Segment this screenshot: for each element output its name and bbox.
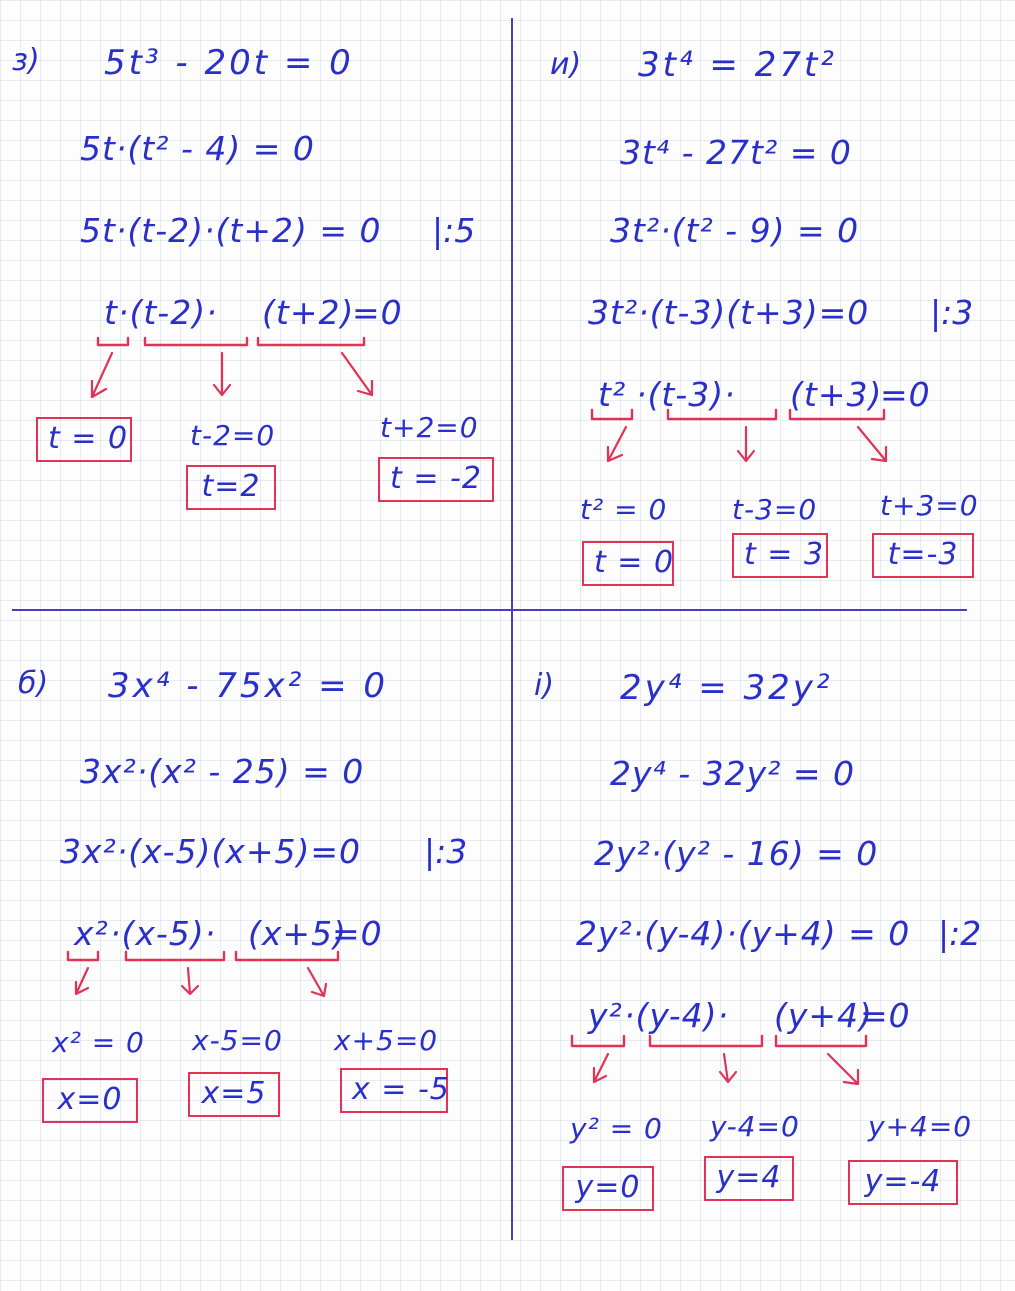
brace-1: [98, 338, 128, 345]
arrow-2: [720, 1054, 736, 1082]
problem-label: з): [12, 43, 40, 78]
factor-1: y²: [588, 996, 623, 1035]
arrow-3: [828, 1054, 858, 1084]
arrow-1: [608, 427, 626, 461]
factor-2: ·(y-4)·: [624, 996, 729, 1035]
equation-line: 3x⁴ - 75x² = 0: [108, 666, 389, 706]
equation-line: 2y²·(y-4)·(y+4) = 0: [576, 914, 911, 953]
brace-2: [650, 1036, 762, 1046]
answer-box-2: y=4: [704, 1156, 794, 1201]
equation-line: 3x²·(x-5)(x+5)=0: [60, 832, 361, 871]
brace-2: [126, 952, 224, 960]
problem-i-2: [528, 650, 1003, 1250]
answer-box-3: t = -2: [378, 457, 494, 502]
factor-1: x²: [74, 914, 109, 953]
equation-line: 3t⁴ = 27t²: [638, 45, 837, 85]
braces-and-arrows: [12, 650, 507, 1250]
answer-box-3: t=-3: [872, 533, 974, 578]
answer-box-3: x = -5: [340, 1068, 448, 1113]
problem-label: і): [534, 668, 555, 703]
equation-line: 5t·(t-2)·(t+2) = 0: [80, 211, 382, 250]
arrow-1: [92, 353, 112, 397]
factor-eq-zero: =0: [352, 293, 403, 332]
factor-1: t: [104, 293, 118, 332]
equation-line: 2y⁴ = 32y²: [620, 668, 833, 708]
brace-2: [668, 410, 776, 419]
equation-line: 2y²·(y² - 16) = 0: [594, 834, 879, 873]
arrow-2: [182, 968, 198, 994]
answer-box-2: t = 3: [732, 533, 828, 578]
case-equation-3: x+5=0: [334, 1024, 439, 1057]
factor-2: ·(x-5)·: [110, 914, 217, 953]
equation-line: 3x²·(x² - 25) = 0: [80, 752, 365, 791]
factor-2: ·(t-2)·: [118, 293, 218, 332]
divide-note: |:5: [432, 211, 476, 250]
answer-box-2: x=5: [188, 1072, 280, 1117]
factor-2: ·(t-3)·: [636, 375, 736, 414]
brace-3: [236, 952, 338, 960]
horizontal-divider: [12, 609, 967, 611]
answer-box-1: x=0: [42, 1078, 138, 1123]
problem-label: и): [550, 47, 582, 82]
arrow-1: [76, 968, 88, 994]
vertical-divider: [511, 18, 513, 1240]
factor-eq-zero: =0: [880, 375, 931, 414]
case-equation-1: t² = 0: [580, 493, 668, 526]
case-equation-1: y² = 0: [570, 1112, 663, 1145]
divide-note: |:3: [424, 832, 468, 871]
answer-box-1: y=0: [562, 1166, 654, 1211]
factor-eq-zero: =0: [332, 914, 383, 953]
factor-3: (y+4): [774, 996, 873, 1035]
problem-label: б): [18, 666, 49, 701]
problem-b: [12, 650, 507, 1250]
arrow-3: [308, 968, 326, 996]
divide-note: |:2: [938, 914, 982, 953]
arrow-2: [738, 427, 754, 461]
arrow-3: [342, 353, 372, 395]
case-equation-2: t-2=0: [190, 419, 276, 452]
arrow-2: [214, 353, 230, 395]
factor-eq-zero: =0: [860, 996, 911, 1035]
arrow-3: [858, 427, 886, 461]
equation-line: 2y⁴ - 32y² = 0: [610, 754, 856, 793]
case-equation-2: t-3=0: [732, 493, 818, 526]
factor-3: (x+5): [248, 914, 347, 953]
answer-box-1: t = 0: [36, 417, 132, 462]
factor-3: (t+2): [262, 293, 355, 332]
equation-line: 5t³ - 20t = 0: [104, 43, 354, 83]
case-equation-1: x² = 0: [52, 1026, 145, 1059]
brace-3: [258, 338, 364, 345]
answer-box-1: t = 0: [582, 541, 674, 586]
case-equation-3: t+3=0: [880, 489, 979, 522]
braces-and-arrows: [12, 25, 507, 605]
brace-1: [68, 952, 98, 960]
case-equation-3: y+4=0: [868, 1110, 973, 1143]
arrow-1: [594, 1054, 608, 1082]
factor-1: t²: [598, 375, 627, 414]
case-equation-2: y-4=0: [710, 1110, 800, 1143]
answer-box-3: y=-4: [848, 1160, 958, 1205]
case-equation-3: t+2=0: [380, 411, 479, 444]
brace-3: [790, 410, 884, 419]
brace-1: [592, 410, 632, 419]
divide-note: |:3: [930, 293, 974, 332]
case-equation-2: x-5=0: [192, 1024, 283, 1057]
brace-1: [572, 1036, 624, 1046]
equation-line: 3t²·(t-3)(t+3)=0: [588, 293, 870, 332]
problem-i: [528, 25, 1003, 605]
problem-z: [12, 25, 507, 605]
equation-line: 3t⁴ - 27t² = 0: [620, 133, 852, 172]
factor-3: (t+3): [790, 375, 883, 414]
answer-box-2: t=2: [186, 465, 276, 510]
brace-2: [145, 338, 247, 345]
equation-line: 3t²·(t² - 9) = 0: [610, 211, 860, 250]
equation-line: 5t·(t² - 4) = 0: [80, 129, 315, 168]
brace-3: [776, 1036, 866, 1046]
